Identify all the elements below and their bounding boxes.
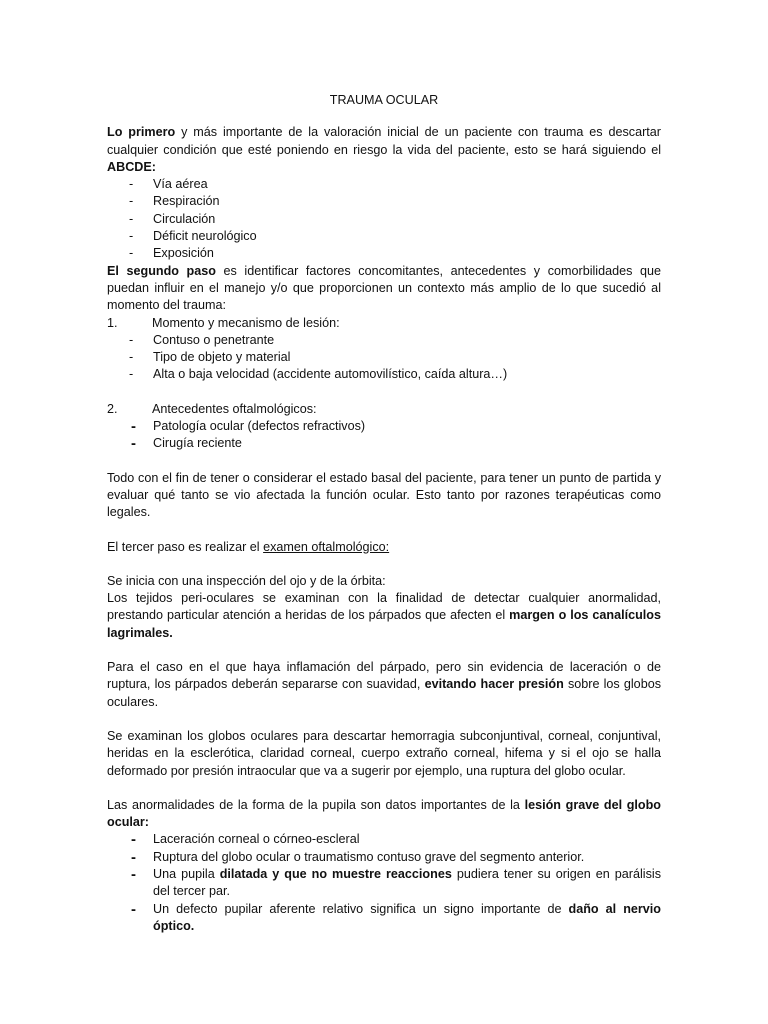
paragraph-text: es realizar el (184, 539, 264, 554)
paragraph-eyelid (107, 659, 661, 711)
paragraph-text: Los tejidos peri-oculares se examinan con la finalidad de detectar cualquier anormalidad, prestando particular atención a heridas de los párpados que afecten el (107, 591, 661, 623)
list-item: - Vía aérea (153, 176, 661, 193)
list-item-text: Una pupila (153, 866, 220, 881)
list-item: - Contuso o penetrante (153, 332, 661, 349)
list-item: - Patología ocular (defectos refractivos) (153, 418, 661, 435)
paragraph-pupil (107, 797, 661, 832)
paragraph-periocular (107, 590, 661, 642)
list-item-text: Un defecto pupilar aferente relativo significa un signo importante de (153, 901, 569, 916)
emphasis-segundo-paso: El segundo paso (107, 263, 216, 278)
paragraph-globes: Se examinan los globos oculares para descartar hemorragia subconjuntival, corneal, conjuntival, heridas en la esclerótica, claridad corneal, cuerpo extraño corneal, hifema y si el ojo se halla deformado por presión intraocular que va a sugerir por ejemplo, una ruptura del globo ocular. (107, 728, 661, 778)
emphasis-abcde: ABCDE: (107, 159, 156, 174)
list-item: - Respiración (153, 193, 661, 210)
paragraph-text: Para el caso en el que haya inflamación del párpado, pero sin evidencia de laceración o de ruptura, los párpados deberán separarse con suavidad, (107, 660, 661, 692)
emphasis-optic-nerve: daño al nervio óptico. (153, 901, 661, 933)
ophthalmic-history-list (107, 418, 661, 453)
heading-number: 2. (107, 401, 118, 416)
heading-label: Momento y mecanismo de lesión: (152, 315, 340, 330)
list-item: - Exposición (153, 245, 661, 262)
list-item: - Laceración corneal o córneo-escleral (153, 831, 661, 848)
list-item: - Tipo de objeto y material (153, 349, 661, 366)
emphasis-severe-lesion: lesión grave del globo ocular: (107, 797, 662, 830)
list-item: - Cirugía reciente (153, 435, 661, 452)
list-item (153, 866, 661, 901)
emphasis-margin: margen o los canalículos lagrimales. (107, 608, 662, 640)
paragraph-baseline: Todo con el fin de tener o considerar el estado basal del paciente, para tener un punto de partida y evaluar qué tanto se vio afectada la función ocular. Esto tanto por razones terapéuticas como legales. (107, 470, 661, 520)
emphasis-no-pressure: evitando hacer presión (424, 677, 564, 692)
heading-number: 1. (107, 315, 118, 330)
heading-label: Antecedentes oftalmológicos: (152, 401, 317, 416)
numbered-heading-1 (107, 315, 661, 332)
paragraph-text: es identificar factores concomitantes, antecedentes y comorbilidades que puedan influir en el manejo y/o que proporcionen un contexto más amplio de lo que sucedió al momento del trauma: (107, 263, 662, 313)
paragraph-text: y más importante de la valoración inicial de un paciente con trauma es descartar cualquier condición que esté poniendo en riesgo la vida del paciente, esto se hará siguiendo el (107, 125, 662, 157)
numbered-heading-2 (107, 401, 661, 418)
paragraph-text: El tercer paso (107, 539, 185, 554)
paragraph-first-step (107, 124, 661, 176)
document-title: TRAUMA OCULAR (329, 93, 439, 107)
underlined-exam-label: examen oftalmológico: (263, 539, 390, 554)
paragraph-third-step (107, 539, 661, 556)
document-body (107, 92, 661, 935)
list-item: - Alta o baja velocidad (accidente automovilístico, caída altura…) (153, 366, 661, 383)
paragraph-second-step (107, 263, 661, 315)
pupil-list (107, 831, 661, 935)
paragraph-inspection: Se inicia con una inspección del ojo y de la órbita: (107, 573, 386, 588)
paragraph-text: sobre los globos oculares. (107, 677, 661, 709)
mechanism-list (107, 332, 661, 384)
list-item: - Ruptura del globo ocular o traumatismo contuso grave del segmento anterior. (153, 849, 661, 866)
emphasis-lo-primero: Lo primero (107, 125, 176, 140)
list-item-text: pudiera tener su origen en parálisis del tercer par. (153, 866, 661, 899)
paragraph-text: Las anormalidades de la forma de la pupila son datos importantes de la (107, 797, 525, 812)
emphasis-dilated: dilatada y que no muestre reacciones (219, 866, 452, 881)
list-item: - Déficit neurológico (153, 228, 661, 245)
abcde-list (107, 176, 661, 262)
list-item: - Circulación (153, 211, 661, 228)
list-item (153, 901, 661, 936)
